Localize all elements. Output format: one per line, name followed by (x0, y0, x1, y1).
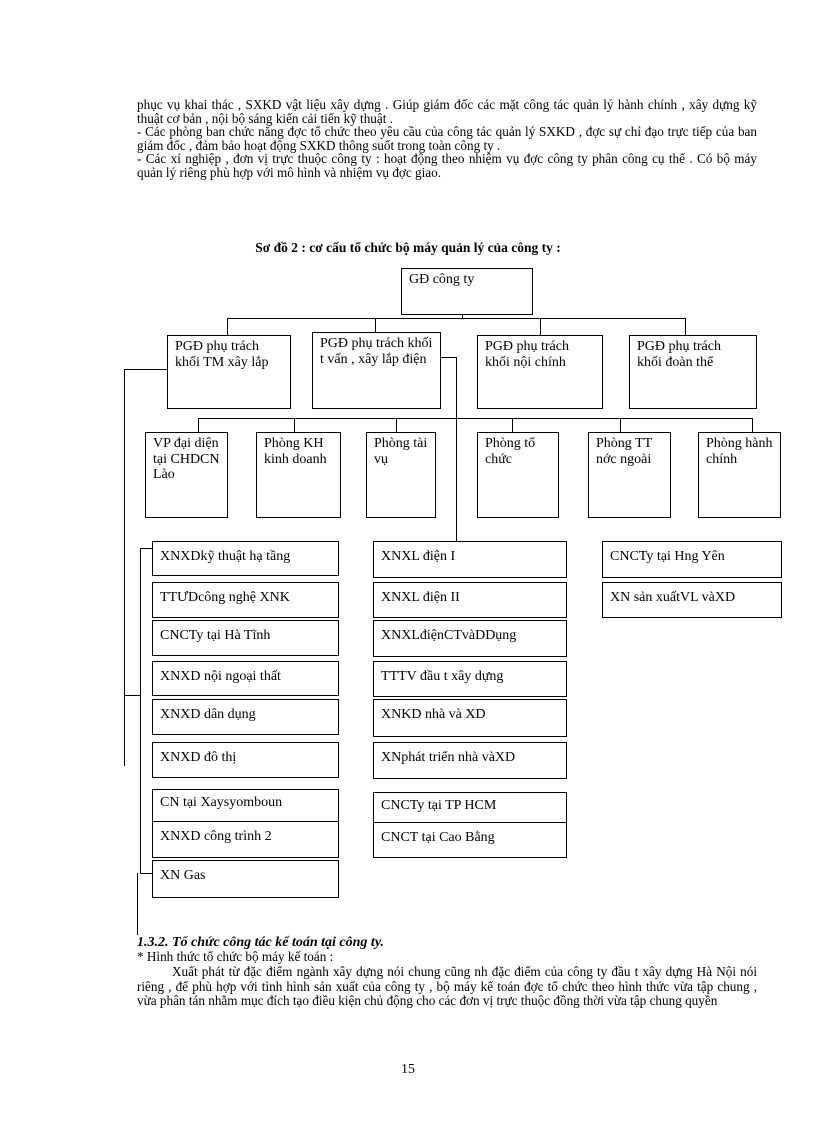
org-box-director: GĐ công ty (401, 268, 533, 315)
connector-line (540, 318, 541, 335)
connector-line (227, 318, 228, 336)
org-box-department-2: Phòng KH kinh doanh (256, 432, 341, 518)
org-box-unit-col2-8: CNCT tại Cao Bằng (373, 822, 567, 858)
connector-line (137, 873, 138, 935)
org-box-unit-col1-5: XNXD dân dụng (152, 699, 339, 735)
org-box-unit-col1-3: CNCTy tại Hà Tĩnh (152, 620, 339, 656)
org-box-deputy-1: PGĐ phụ trách khối TM xây lắp (167, 335, 291, 409)
org-box-unit-col1-1: XNXDkỹ thuật hạ tầng (152, 541, 339, 576)
org-box-department-6: Phòng hành chính (698, 432, 781, 518)
org-box-unit-col1-4: XNXD nội ngoại thất (152, 661, 339, 696)
chart-title: Sơ đồ 2 : cơ cấu tổ chức bộ máy quản lý của công ty : (255, 240, 561, 255)
connector-line (140, 548, 152, 549)
connector-line (375, 318, 376, 332)
org-box-unit-col1-7: CN tại Xaysyomboun (152, 789, 339, 822)
connector-line (456, 357, 457, 563)
org-box-department-3: Phòng tài vụ (366, 432, 436, 518)
org-box-unit-col3-2: XN sản xuấtVL vàXD (602, 582, 782, 618)
intro-paragraph-2: - Các phòng ban chức năng đợc tổ chức theo yêu cầu của công tác quản lý SXKD , đợc sự chỉ đạo trực tiếp của ban giám đốc , đảm bảo hoạt động SXKD thông suốt trong toàn công ty . (137, 124, 757, 153)
org-box-unit-col2-3: XNXLđiệnCTvàDDụng (373, 620, 567, 657)
intro-text (137, 98, 757, 179)
connector-line (124, 369, 168, 370)
connector-line (512, 418, 513, 432)
connector-line (140, 873, 152, 874)
org-box-deputy-4: PGĐ phụ trách khối đoàn thể (629, 335, 757, 409)
connector-line (752, 418, 753, 432)
connector-line (396, 418, 397, 432)
connector-line (198, 418, 199, 432)
org-box-unit-col1-8: XNXD công trình 2 (152, 821, 339, 858)
org-box-unit-col1-6: XNXD đô thị (152, 742, 339, 778)
connector-line (685, 318, 686, 335)
page-number: 15 (401, 1062, 415, 1077)
org-box-unit-col1-9: XN Gas (152, 860, 339, 898)
org-box-unit-col2-5: XNKD nhà và XD (373, 699, 567, 737)
org-box-deputy-3: PGĐ phụ trách khối nội chính (477, 335, 603, 409)
org-box-unit-col2-2: XNXL điện II (373, 582, 567, 618)
section-body: Xuất phát từ đặc điểm ngành xây dựng nói chung cũng nh đặc điểm của công ty đầu t xây dựng Hà Nội nói riêng , để phù hợp với tình hình sản xuất của công ty , bộ máy kế toán đợc tổ chức theo hình thức vừa tập chung , vừa phân tán nhằm mục đích tạo điều kiện chủ động cho các đơn vị trực thuộc đồng thời vừa tập chung quyền (137, 964, 757, 1008)
connector-line (124, 369, 125, 766)
org-box-unit-col2-7: CNCTy tại TP HCM (373, 792, 567, 823)
connector-line (140, 548, 141, 873)
connector-line (227, 318, 685, 319)
connector-line (198, 418, 752, 419)
connector-line (294, 418, 295, 432)
org-box-department-1: VP đại diện tại CHDCN Lào (145, 432, 228, 518)
intro-paragraph-3: - Các xí nghiệp , đơn vị trực thuộc công ty : hoạt động theo nhiệm vụ đợc công ty phân công cụ thể . Có bộ máy quản lý riêng phù hợp với mô hình và nhiệm vụ đợc giao. (137, 151, 757, 180)
connector-line (620, 418, 621, 432)
org-box-unit-col2-4: TTTV đầu t xây dựng (373, 661, 567, 697)
intro-paragraph-1: phục vụ khai thác , SXKD vật liệu xây dựng . Giúp giám đốc các mặt công tác quản lý hành chính , xây dựng kỹ thuật cơ bản , nội bộ sáng kiến cải tiến kỹ thuật . (137, 97, 757, 126)
org-box-deputy-2: PGĐ phụ trách khối t vấn , xây lắp điện (312, 332, 441, 409)
org-box-department-5: Phòng TT nớc ngoài (588, 432, 671, 518)
connector-line (124, 695, 140, 696)
org-box-unit-col2-1: XNXL điện I (373, 541, 567, 578)
org-box-unit-col1-2: TTƯDcông nghệ XNK (152, 582, 339, 618)
org-box-unit-col3-1: CNCTy tại Hng Yên (602, 541, 782, 578)
section-subheading: * Hình thức tổ chức bộ máy kế toán : (137, 949, 334, 964)
org-box-department-4: Phòng tổ chức (477, 432, 559, 518)
connector-line (441, 357, 456, 358)
section-heading: 1.3.2. Tổ chức công tác kế toán tại công ty. (137, 935, 385, 950)
org-box-unit-col2-6: XNphát triển nhà vàXD (373, 742, 567, 779)
